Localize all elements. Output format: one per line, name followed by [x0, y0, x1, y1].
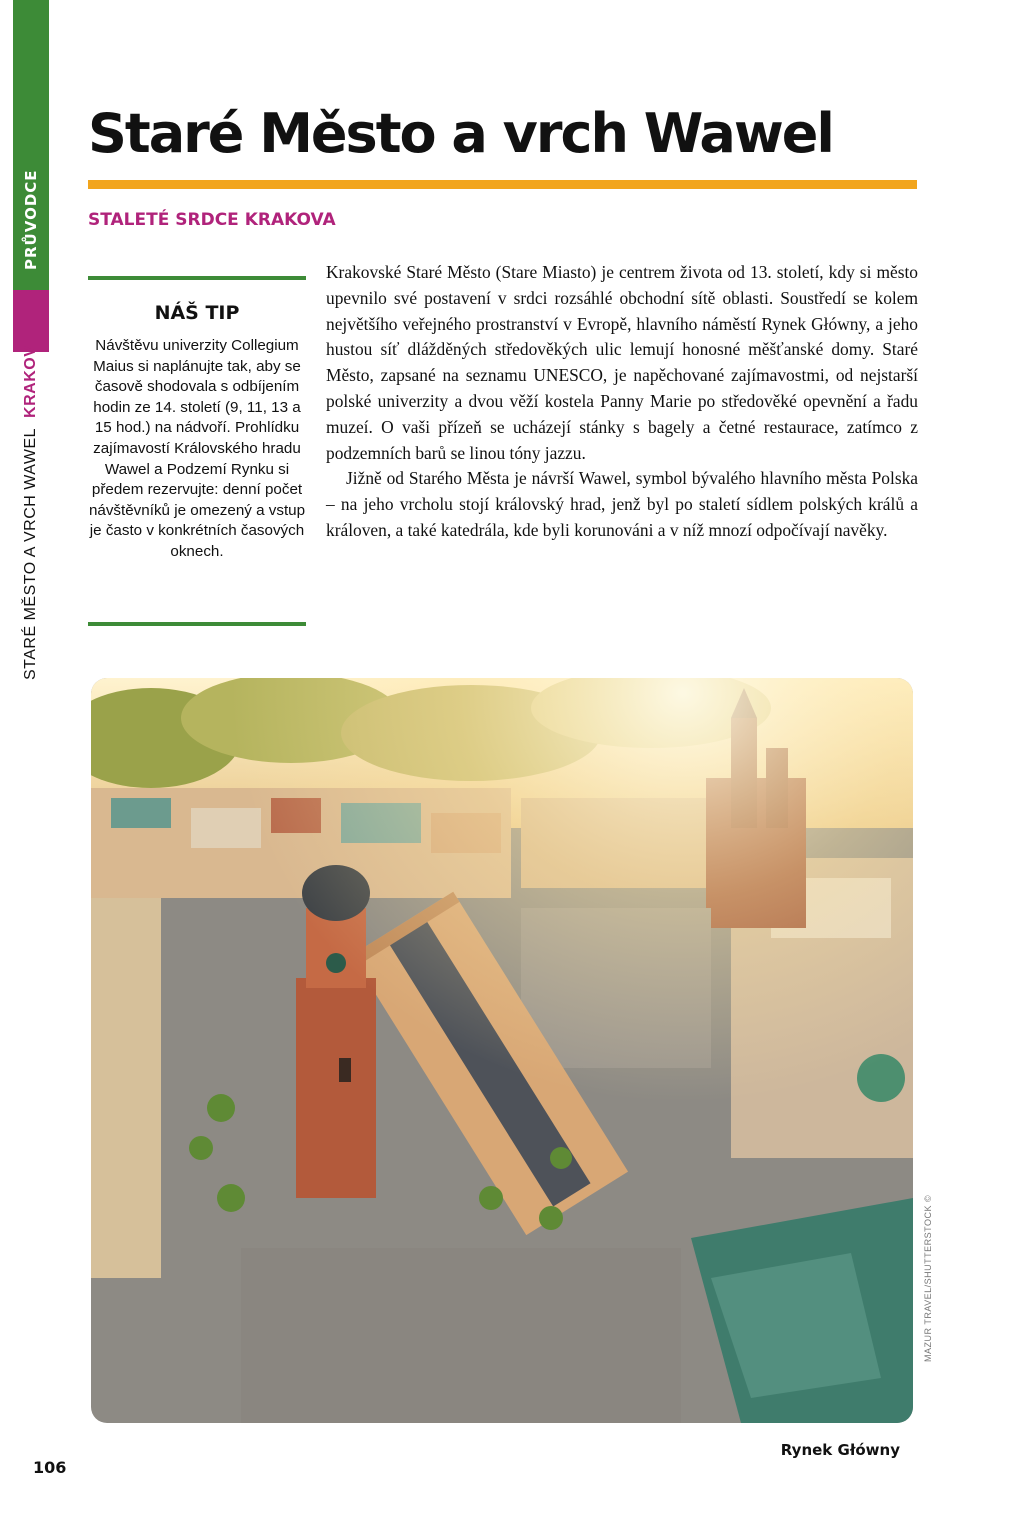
sunlight-glow [91, 678, 913, 1423]
main-article [326, 260, 918, 544]
page-subtitle: STALETÉ SRDCE KRAKOVA [88, 210, 336, 230]
photo-illustration [91, 678, 913, 1423]
tip-title: NÁŠ TIP [154, 302, 240, 324]
tip-text: Návštěvu univerzity Collegium Maius si naplánujte tak, aby se časově shodovala s odbíjením hodin ze 14. století (9, 11, 13 a 15 hod.) na nádvoří. Prohlídku zajímavostí Královského hradu Wawel a Podzemí Rynku si předem rezervujte: denní počet návštěvníků je omezený a vstup je často v konkrétních časových oknech. [88, 337, 306, 560]
guide-label: PRŮVODCE [22, 169, 40, 270]
aerial-photo-rynek [91, 678, 913, 1423]
section-label: STARÉ MĚSTO A VRCH WAWEL [22, 427, 39, 680]
city-tab [13, 290, 49, 352]
city-label: KRAKOV [22, 345, 39, 418]
page-title: Staré Město a vrch Wawel [88, 102, 833, 165]
title-underline [88, 180, 917, 189]
tip-bottom-rule [88, 622, 306, 626]
tip-top-rule [88, 276, 306, 280]
page-number: 106 [33, 1458, 67, 1477]
paragraph-1: Krakovské Staré Město (Stare Miasto) je centrem života od 13. století, kdy si město upevnilo své postavení v srdci rozsáhlé obchodní sítě oblasti. Soustředí se kolem největšího veřejného prostranství v Evropě, hlavního náměstí Rynek Główny, a jeho hustou síť dlážděných středověkých ulic lemují honosné měšťanské domy. Staré Město, zapsané na seznamu UNESCO, je napěchované zajímavostmi, od nejstarší polské univerzity a dvou věží kostela Panny Marie po středověké opevnění a řadu muzeí. O vaši přízeň se ucházejí stánky s bagely a četné restaurace, zatímco z podzemních barů se linou tóny jazzu. [326, 262, 918, 463]
paragraph-2: Jižně od Starého Města je návrší Wawel, symbol bývalého hlavního města Polska – na jeho vrcholu stojí královský hrad, jenž byl po staletí sídlem polských králů a královen, a také katedrála, kde byli korunováni a v níž mnozí odpočívají navěky. [326, 468, 918, 540]
photo-caption: Rynek Główny [780, 1441, 900, 1459]
photo-credit: MAZUR TRAVEL/SHUTTERSTOCK © [923, 1194, 933, 1362]
section-running-head [22, 346, 40, 680]
